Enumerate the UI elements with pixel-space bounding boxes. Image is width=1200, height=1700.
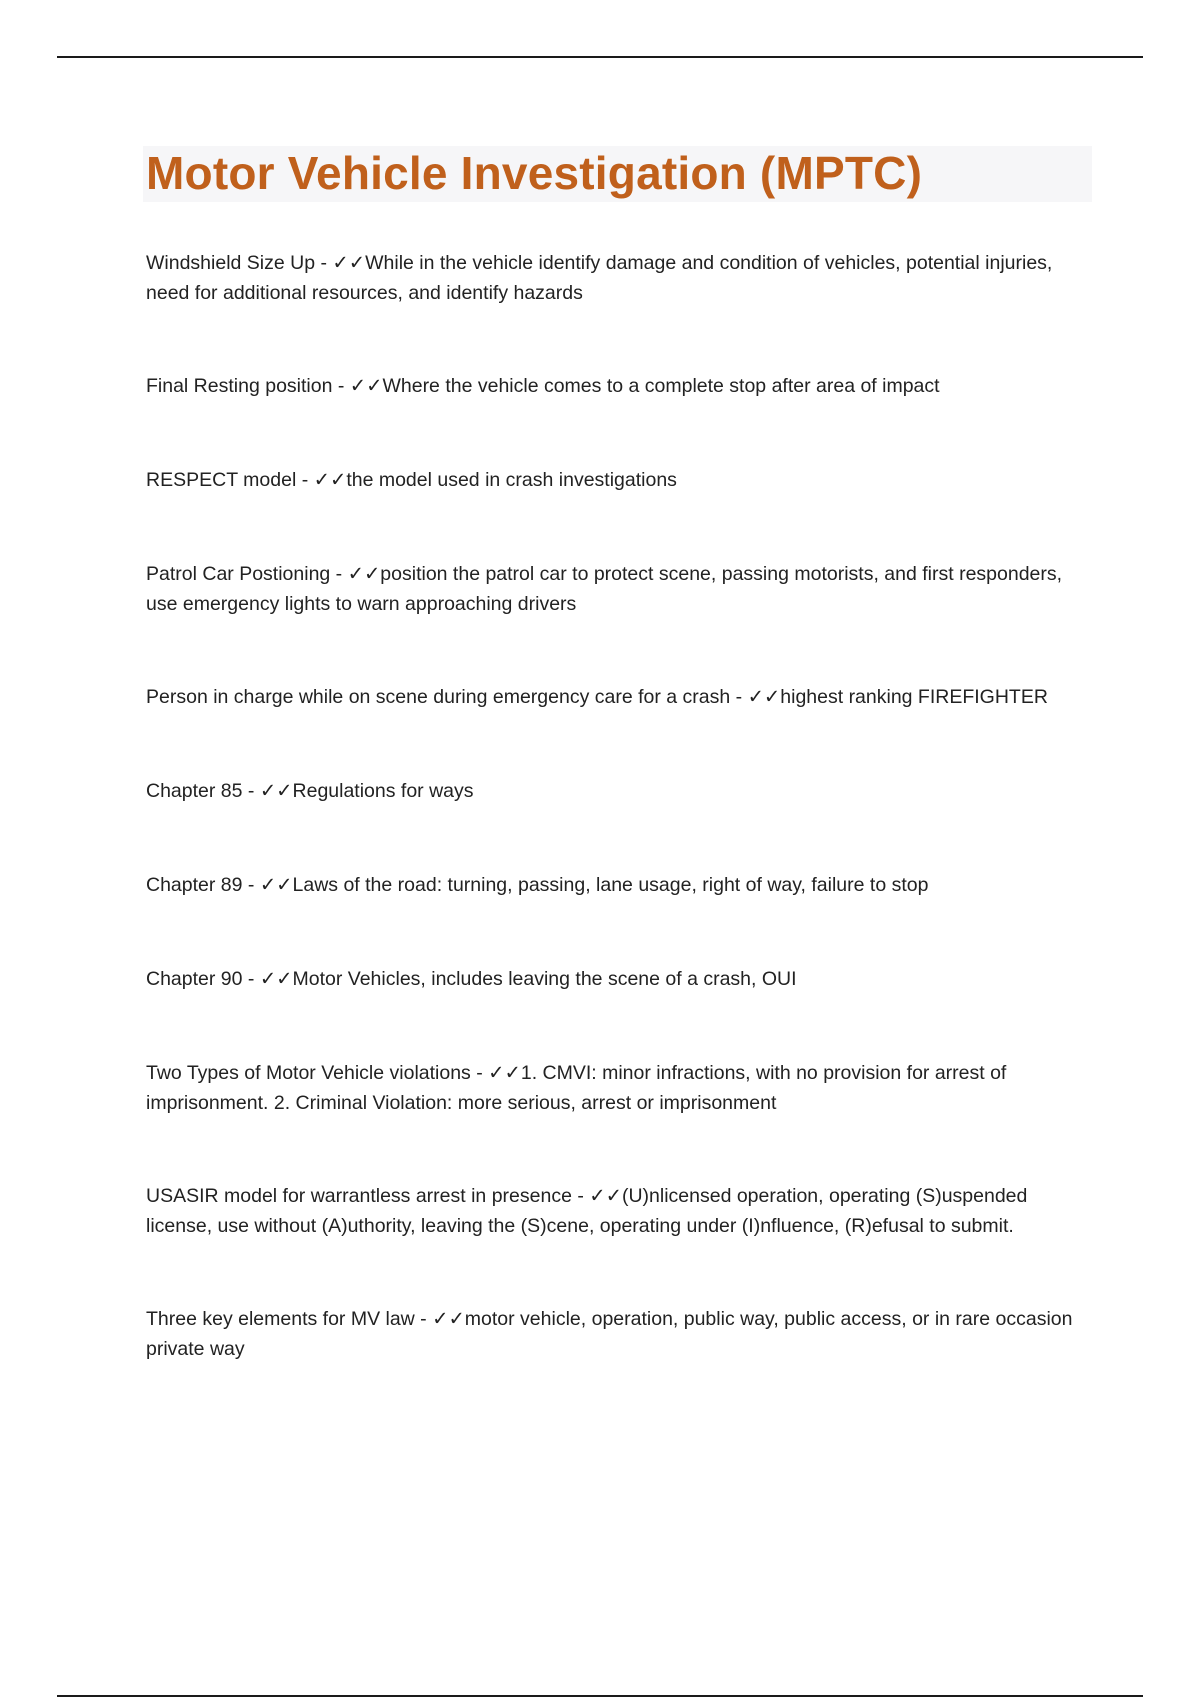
- check-marks-icon: ✓✓: [259, 874, 293, 896]
- entry-term: Patrol Car Postioning: [146, 563, 331, 585]
- entry-definition: 1. CMVI: minor infractions, with no provision for arrest of imprisonment. 2. Criminal Violation: more serious, arrest or imprisonment: [146, 1062, 1007, 1114]
- check-marks-icon: ✓✓: [259, 968, 293, 990]
- flashcard-entry: [146, 964, 1086, 994]
- check-marks-icon: ✓✓: [432, 1308, 465, 1330]
- entry-definition: motor vehicle, operation, public way, public access, or in rare occasion private way: [146, 1308, 1073, 1360]
- entry-term: Final Resting position: [146, 375, 333, 397]
- flashcard-entry: [146, 465, 1086, 495]
- flashcard-entry: [146, 1304, 1086, 1364]
- check-marks-icon: ✓✓: [347, 563, 381, 585]
- entry-separator: -: [470, 1062, 489, 1084]
- entry-definition: position the patrol car to protect scene, passing motorists, and first responders, use emergency lights to warn approaching drivers: [146, 563, 1063, 615]
- check-marks-icon: ✓✓: [488, 1062, 521, 1084]
- entry-separator: -: [242, 874, 260, 896]
- check-marks-icon: ✓✓: [259, 780, 293, 802]
- check-marks-icon: ✓✓: [747, 686, 781, 708]
- flashcard-entry: [146, 1058, 1086, 1118]
- entry-definition: Laws of the road: turning, passing, lane usage, right of way, failure to stop: [292, 874, 929, 896]
- entry-definition: the model used in crash investigations: [346, 469, 677, 491]
- header-rule: [57, 56, 1143, 58]
- entry-term: Chapter 85: [146, 780, 243, 802]
- entry-definition: Motor Vehicles, includes leaving the scene of a crash, OUI: [292, 968, 797, 990]
- flashcard-entry: [146, 248, 1086, 308]
- check-marks-icon: ✓✓: [349, 375, 383, 397]
- entry-definition: While in the vehicle identify damage and condition of vehicles, potential injuries, need for additional resources, and identify hazards: [146, 252, 1053, 304]
- entry-separator: -: [315, 252, 333, 274]
- entry-definition: Regulations for ways: [292, 780, 474, 802]
- entry-separator: -: [242, 968, 260, 990]
- footer-rule: [57, 1695, 1143, 1697]
- entry-separator: -: [414, 1308, 433, 1330]
- entry-term: Person in charge while on scene during emergency care for a crash: [146, 686, 731, 708]
- document-title: Motor Vehicle Investigation (MPTC): [146, 147, 923, 199]
- entry-term: Windshield Size Up: [146, 252, 316, 274]
- check-marks-icon: ✓✓: [332, 252, 366, 274]
- flashcard-entry: [146, 776, 1086, 806]
- flashcard-list: [146, 248, 1086, 1427]
- entry-term: RESPECT model: [146, 469, 297, 491]
- entry-separator: -: [730, 686, 748, 708]
- flashcard-entry: [146, 371, 1086, 401]
- entry-term: Two Types of Motor Vehicle violations: [146, 1062, 471, 1084]
- entry-separator: -: [296, 469, 314, 491]
- entry-definition: Where the vehicle comes to a complete stop after area of impact: [382, 375, 940, 397]
- entry-term: USASIR model for warrantless arrest in presence: [146, 1185, 572, 1207]
- entry-separator: -: [332, 375, 350, 397]
- entry-definition: highest ranking FIREFIGHTER: [780, 686, 1048, 708]
- entry-separator: -: [242, 780, 260, 802]
- flashcard-entry: [146, 870, 1086, 900]
- flashcard-entry: [146, 559, 1086, 619]
- flashcard-entry: [146, 682, 1086, 712]
- entry-term: Chapter 90: [146, 968, 243, 990]
- check-marks-icon: ✓✓: [313, 469, 347, 491]
- entry-definition: (U)nlicensed operation, operating (S)uspended license, use without (A)uthority, leaving the (S)cene, operating under (I)nfluence, (R)efusal to submit.: [146, 1185, 1028, 1237]
- entry-separator: -: [571, 1185, 590, 1207]
- entry-term: Chapter 89: [146, 874, 243, 896]
- entry-term: Three key elements for MV law: [146, 1308, 415, 1330]
- check-marks-icon: ✓✓: [589, 1185, 622, 1207]
- entry-separator: -: [330, 563, 348, 585]
- flashcard-entry: [146, 1181, 1086, 1241]
